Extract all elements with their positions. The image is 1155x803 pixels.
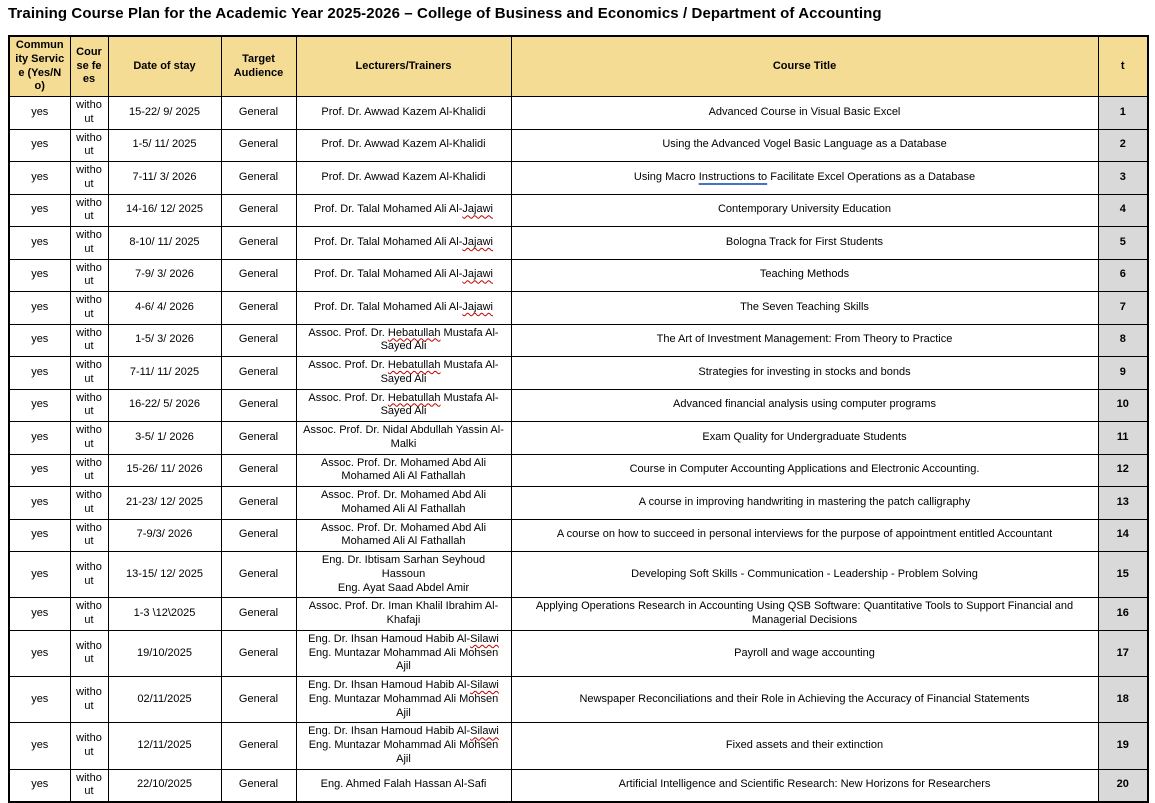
table-row [9, 292, 1148, 325]
lecturers-cell: Eng. Dr. Ihsan Hamoud Habib Al-Silawi Eng. Muntazar Mohammad Ali Mohsen Ajil [296, 630, 511, 676]
lecturers-cell: Assoc. Prof. Dr. Mohamed Abd Ali Mohamed Ali Al Fathallah [296, 519, 511, 552]
row-number-cell: 18 [1098, 677, 1148, 723]
spellcheck-marked-text: Silawi [470, 725, 499, 738]
table-row [9, 259, 1148, 292]
fees-cell: without [70, 97, 108, 130]
date-cell: 13-15/ 12/ 2025 [108, 552, 221, 598]
fees-cell: without [70, 723, 108, 769]
col-header-community-service: Community Service (Yes/No) [9, 36, 70, 97]
course-title-cell: Developing Soft Skills - Communication - Leadership - Problem Solving [511, 552, 1098, 598]
row-number-cell: 11 [1098, 422, 1148, 455]
service-cell: yes [9, 194, 70, 227]
table-row [9, 552, 1148, 598]
fees-cell: without [70, 292, 108, 325]
date-cell: 1-5/ 11/ 2025 [108, 129, 221, 162]
fees-cell: without [70, 519, 108, 552]
audience-cell: General [221, 227, 296, 260]
table-row [9, 519, 1148, 552]
audience-cell: General [221, 194, 296, 227]
date-cell: 7-9/ 3/ 2026 [108, 259, 221, 292]
course-title-cell: Newspaper Reconciliations and their Role in Achieving the Accuracy of Financial Statements [511, 677, 1098, 723]
col-header-target-audience: Target Audience [221, 36, 296, 97]
row-number-cell: 17 [1098, 630, 1148, 676]
lecturers-cell: Assoc. Prof. Dr. Mohamed Abd Ali Mohamed Ali Al Fathallah [296, 454, 511, 487]
header-row [9, 36, 1148, 97]
course-title-cell: Strategies for investing in stocks and bonds [511, 357, 1098, 390]
table-row [9, 454, 1148, 487]
date-cell: 1-5/ 3/ 2026 [108, 324, 221, 357]
row-number-cell: 16 [1098, 598, 1148, 631]
service-cell: yes [9, 162, 70, 195]
spellcheck-marked-text: Jajawi [462, 300, 493, 313]
spellcheck-marked-text: Silawi [470, 632, 499, 645]
fees-cell: without [70, 677, 108, 723]
audience-cell: General [221, 389, 296, 422]
lecturers-cell: Eng. Dr. Ibtisam Sarhan Seyhoud Hassoun Eng. Ayat Saad Abdel Amir [296, 552, 511, 598]
audience-cell: General [221, 598, 296, 631]
course-title-cell: The Seven Teaching Skills [511, 292, 1098, 325]
fees-cell: without [70, 357, 108, 390]
audience-cell: General [221, 324, 296, 357]
table-row [9, 357, 1148, 390]
date-cell: 21-23/ 12/ 2025 [108, 487, 221, 520]
service-cell: yes [9, 487, 70, 520]
lecturers-cell: Assoc. Prof. Dr. Hebatullah Mustafa Al-Sayed Ali [296, 389, 511, 422]
service-cell: yes [9, 598, 70, 631]
course-title-cell: A course in improving handwriting in mastering the patch calligraphy [511, 487, 1098, 520]
service-cell: yes [9, 519, 70, 552]
lecturers-cell: Prof. Dr. Talal Mohamed Ali Al-Jajawi [296, 227, 511, 260]
course-title-cell: Contemporary University Education [511, 194, 1098, 227]
fees-cell: without [70, 227, 108, 260]
fees-cell: without [70, 552, 108, 598]
lecturers-cell: Assoc. Prof. Dr. Iman Khalil Ibrahim Al-Khafaji [296, 598, 511, 631]
row-number-cell: 1 [1098, 97, 1148, 130]
course-title-cell: Payroll and wage accounting [511, 630, 1098, 676]
course-title-cell: Advanced Course in Visual Basic Excel [511, 97, 1098, 130]
fees-cell: without [70, 194, 108, 227]
col-header-course-fees: Course fees [70, 36, 108, 97]
fees-cell: without [70, 769, 108, 802]
col-header-date-of-stay: Date of stay [108, 36, 221, 97]
spellcheck-marked-text: Jajawi [462, 268, 493, 281]
date-cell: 7-11/ 11/ 2025 [108, 357, 221, 390]
audience-cell: General [221, 723, 296, 769]
lecturers-cell: Assoc. Prof. Dr. Nidal Abdullah Yassin Al-Malki [296, 422, 511, 455]
audience-cell: General [221, 259, 296, 292]
lecturers-cell: Prof. Dr. Talal Mohamed Ali Al-Jajawi [296, 259, 511, 292]
course-title-cell: Bologna Track for First Students [511, 227, 1098, 260]
page-title: Training Course Plan for the Academic Year 2025-2026 – College of Business and Economics / Department of Accounting [8, 5, 882, 22]
course-title-cell: Applying Operations Research in Accounting Using QSB Software: Quantitative Tools to Support Financial and Managerial Decisions [511, 598, 1098, 631]
service-cell: yes [9, 227, 70, 260]
table-row [9, 97, 1148, 130]
table-row [9, 227, 1148, 260]
fees-cell: without [70, 454, 108, 487]
course-table [8, 35, 1149, 803]
course-title-cell: Fixed assets and their extinction [511, 723, 1098, 769]
col-header-course-title: Course Title [511, 36, 1098, 97]
audience-cell: General [221, 630, 296, 676]
date-cell: 1-3 \12\2025 [108, 598, 221, 631]
lecturers-cell: Prof. Dr. Talal Mohamed Ali Al-Jajawi [296, 292, 511, 325]
grammar-marked-text: Instructions to [698, 170, 768, 183]
service-cell: yes [9, 129, 70, 162]
row-number-cell: 6 [1098, 259, 1148, 292]
service-cell: yes [9, 677, 70, 723]
course-title-cell: Using the Advanced Vogel Basic Language as a Database [511, 129, 1098, 162]
spellcheck-marked-text: Silawi [470, 679, 499, 691]
service-cell: yes [9, 389, 70, 422]
table-row [9, 630, 1148, 676]
row-number-cell: 7 [1098, 292, 1148, 325]
course-title-cell: Using Macro Instructions to Facilitate Excel Operations as a Database [511, 162, 1098, 195]
course-title-cell: Artificial Intelligence and Scientific Research: New Horizons for Researchers [511, 769, 1098, 802]
audience-cell: General [221, 487, 296, 520]
lecturers-cell: Assoc. Prof. Dr. Hebatullah Mustafa Al-Sayed Ali [296, 357, 511, 390]
service-cell: yes [9, 769, 70, 802]
audience-cell: General [221, 769, 296, 802]
audience-cell: General [221, 422, 296, 455]
row-number-cell: 4 [1098, 194, 1148, 227]
fees-cell: without [70, 389, 108, 422]
service-cell: yes [9, 357, 70, 390]
lecturers-cell: Prof. Dr. Awwad Kazem Al-Khalidi [296, 162, 511, 195]
row-number-cell: 13 [1098, 487, 1148, 520]
col-header-lecturers-trainers: Lecturers/Trainers [296, 36, 511, 97]
table-row [9, 194, 1148, 227]
spellcheck-marked-text: Jajawi [462, 235, 493, 248]
fees-cell: without [70, 630, 108, 676]
service-cell: yes [9, 292, 70, 325]
table-row [9, 677, 1148, 723]
lecturers-cell: Assoc. Prof. Dr. Hebatullah Mustafa Al-Sayed Ali [296, 324, 511, 357]
audience-cell: General [221, 519, 296, 552]
table-row [9, 162, 1148, 195]
row-number-cell: 3 [1098, 162, 1148, 195]
course-title-cell: Teaching Methods [511, 259, 1098, 292]
service-cell: yes [9, 723, 70, 769]
lecturers-cell: Eng. Ahmed Falah Hassan Al-Safi [296, 769, 511, 802]
spellcheck-marked-text: Hebatullah [387, 359, 441, 371]
audience-cell: General [221, 552, 296, 598]
table-row [9, 422, 1148, 455]
date-cell: 4-6/ 4/ 2026 [108, 292, 221, 325]
table-row [9, 769, 1148, 802]
table-row [9, 129, 1148, 162]
audience-cell: General [221, 97, 296, 130]
row-number-cell: 19 [1098, 723, 1148, 769]
date-cell: 3-5/ 1/ 2026 [108, 422, 221, 455]
course-title-cell: Advanced financial analysis using computer programs [511, 389, 1098, 422]
service-cell: yes [9, 422, 70, 455]
row-number-cell: 12 [1098, 454, 1148, 487]
service-cell: yes [9, 324, 70, 357]
date-cell: 14-16/ 12/ 2025 [108, 194, 221, 227]
service-cell: yes [9, 552, 70, 598]
lecturers-cell: Eng. Dr. Ihsan Hamoud Habib Al-Silawi Eng. Muntazar Mohammad Ali Mohsen Ajil [296, 723, 511, 769]
lecturers-cell: Eng. Dr. Ihsan Hamoud Habib Al-Silawi Eng. Muntazar Mohammad Ali Mohsen Ajil [296, 677, 511, 723]
row-number-cell: 8 [1098, 324, 1148, 357]
table-row [9, 389, 1148, 422]
fees-cell: without [70, 422, 108, 455]
fees-cell: without [70, 129, 108, 162]
audience-cell: General [221, 292, 296, 325]
service-cell: yes [9, 630, 70, 676]
course-title-cell: Course in Computer Accounting Applications and Electronic Accounting. [511, 454, 1098, 487]
date-cell: 15-26/ 11/ 2026 [108, 454, 221, 487]
row-number-cell: 15 [1098, 552, 1148, 598]
fees-cell: without [70, 598, 108, 631]
lecturers-cell: Assoc. Prof. Dr. Mohamed Abd Ali Mohamed Ali Al Fathallah [296, 487, 511, 520]
row-number-cell: 5 [1098, 227, 1148, 260]
fees-cell: without [70, 487, 108, 520]
row-number-cell: 2 [1098, 129, 1148, 162]
col-header-row-number: t [1098, 36, 1148, 97]
course-table-body [9, 97, 1148, 803]
row-number-cell: 10 [1098, 389, 1148, 422]
spellcheck-marked-text: Jajawi [462, 203, 493, 216]
row-number-cell: 20 [1098, 769, 1148, 802]
table-row [9, 324, 1148, 357]
table-row [9, 598, 1148, 631]
row-number-cell: 14 [1098, 519, 1148, 552]
service-cell: yes [9, 454, 70, 487]
audience-cell: General [221, 162, 296, 195]
service-cell: yes [9, 259, 70, 292]
course-title-cell: The Art of Investment Management: From Theory to Practice [511, 324, 1098, 357]
date-cell: 22/10/2025 [108, 769, 221, 802]
spellcheck-marked-text: Hebatullah [387, 391, 441, 404]
audience-cell: General [221, 129, 296, 162]
table-row [9, 487, 1148, 520]
lecturers-cell: Prof. Dr. Talal Mohamed Ali Al-Jajawi [296, 194, 511, 227]
course-title-cell: A course on how to succeed in personal interviews for the purpose of appointment entitled Accountant [511, 519, 1098, 552]
service-cell: yes [9, 97, 70, 130]
fees-cell: without [70, 259, 108, 292]
date-cell: 8-10/ 11/ 2025 [108, 227, 221, 260]
fees-cell: without [70, 162, 108, 195]
spellcheck-marked-text: Hebatullah [387, 326, 441, 339]
lecturers-cell: Prof. Dr. Awwad Kazem Al-Khalidi [296, 97, 511, 130]
audience-cell: General [221, 454, 296, 487]
date-cell: 16-22/ 5/ 2026 [108, 389, 221, 422]
lecturers-cell: Prof. Dr. Awwad Kazem Al-Khalidi [296, 129, 511, 162]
date-cell: 15-22/ 9/ 2025 [108, 97, 221, 130]
date-cell: 12/11/2025 [108, 723, 221, 769]
audience-cell: General [221, 357, 296, 390]
date-cell: 7-11/ 3/ 2026 [108, 162, 221, 195]
audience-cell: General [221, 677, 296, 723]
row-number-cell: 9 [1098, 357, 1148, 390]
date-cell: 19/10/2025 [108, 630, 221, 676]
date-cell: 7-9/3/ 2026 [108, 519, 221, 552]
table-row [9, 723, 1148, 769]
fees-cell: without [70, 324, 108, 357]
date-cell: 02/11/2025 [108, 677, 221, 723]
course-title-cell: Exam Quality for Undergraduate Students [511, 422, 1098, 455]
